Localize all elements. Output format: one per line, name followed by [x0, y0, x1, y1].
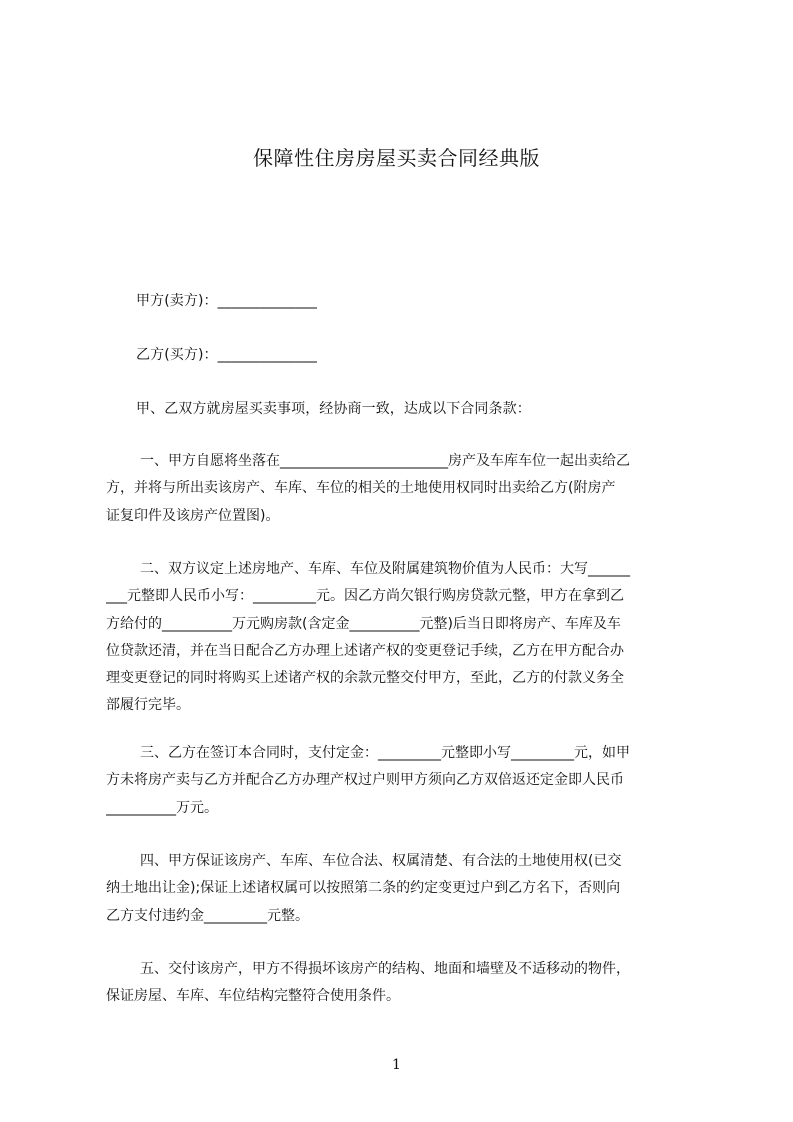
clause-1-line: 方，并将与所出卖该房产、车库、车位的相关的土地使用权同时出卖给乙方(附房产 [106, 480, 616, 497]
clause-2-line: 理变更登记的同时将购买上述诸产权的余款元整交付甲方，至此，乙方的付款义务全 [106, 670, 624, 687]
clause-5-line: 五、交付该房产，甲方不得损坏该房产的结构、地面和墙壁及不适移动的物件， [140, 961, 630, 977]
clause-3-line: __________万元。 [106, 799, 218, 816]
intro-line: 甲、乙双方就房屋买卖事项，经协商一致，达成以下合同条款： [136, 401, 531, 417]
clause-1 [106, 448, 700, 530]
clause-2 [106, 556, 700, 720]
clause-4 [106, 848, 700, 930]
clause-4-line: 四、甲方保证该房产、车库、车位合法、权属清楚、有合法的土地使用权(已交 [140, 853, 622, 869]
party-a-line: 甲方(卖方)：______________ [136, 293, 318, 309]
party-b-line: 乙方(买方)：______________ [136, 347, 318, 363]
clause-2-line: ___元整即人民币小写：_________元。因乙方尚欠银行购房贷款元整，甲方在拿到乙 [106, 588, 624, 605]
clause-2-line: 位贷款还清，并在当日配合乙方办理上述诸产权的变更登记手续，乙方在甲方配合办 [106, 642, 624, 659]
clause-1-line: 一、甲方自愿将坐落在________________________房产及车库车位一起出卖给乙 [140, 453, 630, 469]
clause-3 [106, 740, 700, 822]
document-title: 保障性住房房屋买卖合同经典版 [253, 146, 540, 170]
clause-2-line: 部履行完毕。 [106, 697, 190, 714]
clause-5-line: 保证房屋、车库、车位结构完整符合使用条件。 [106, 988, 400, 1005]
page-number: 1 [392, 1057, 401, 1073]
clause-2-line: 方给付的__________万元购房款(含定金__________元整)后当日即将房产、车库及车 [106, 615, 621, 632]
clause-2-line: 二、双方议定上述房地产、车库、车位及附属建筑物价值为人民币：大写______ [140, 561, 630, 577]
clause-4-line: 纳土地出让金);保证上述诸权属可以按照第二条的约定变更过户到乙方名下，否则向 [106, 880, 621, 897]
clause-3-line: 方未将房产卖与乙方并配合乙方办理产权过户则甲方须向乙方双倍返还定金即人民币 [106, 772, 624, 789]
clause-3-line: 三、乙方在签订本合同时，支付定金：_________元整即小写_________元，如甲 [140, 745, 630, 761]
clause-1-line: 证复印件及该房产位置图)。 [106, 507, 280, 524]
clause-5 [106, 956, 700, 1011]
clause-4-line: 乙方支付违约金_________元整。 [106, 907, 309, 924]
